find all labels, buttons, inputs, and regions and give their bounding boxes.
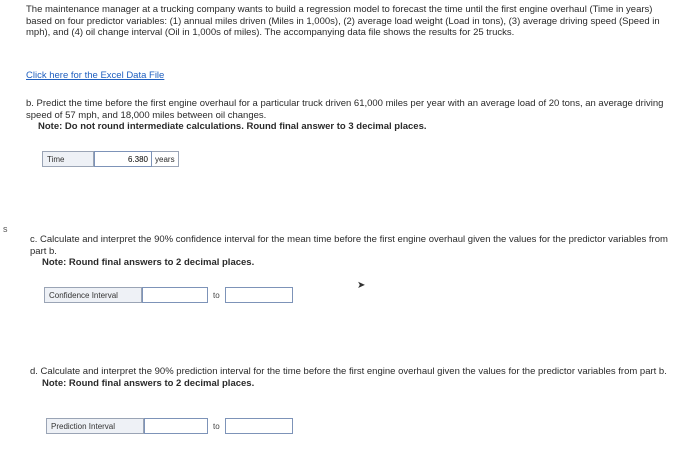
prediction-interval-label: Prediction Interval [46, 418, 144, 434]
time-input[interactable] [94, 151, 152, 167]
part-d-text: d. Calculate and interpret the 90% prediction interval for the time before the first engine overhaul given the values for the predictor variables from part b. [30, 366, 667, 377]
time-label: Time [42, 151, 94, 167]
time-unit: years [152, 151, 179, 167]
part-b-text: b. Predict the time before the first engine overhaul for a particular truck driven 61,000 miles per year with an average load of 20 tons, an average driving speed of 57 mph, and 18,000 miles between oil changes. [26, 98, 664, 121]
confidence-to-label: to [213, 290, 220, 300]
part-b-note: Note: Do not round intermediate calculations. Round final answer to 3 decimal places. [38, 121, 427, 132]
part-d-question [30, 366, 670, 389]
part-c-question [30, 234, 670, 269]
prediction-upper-input[interactable] [225, 418, 293, 434]
part-d-note: Note: Round final answers to 2 decimal places. [42, 377, 255, 389]
time-answer-row [42, 151, 179, 167]
excel-data-link[interactable]: Click here for the Excel Data File [26, 70, 165, 81]
part-b-question [26, 98, 676, 133]
prediction-lower-input[interactable] [144, 418, 208, 434]
confidence-lower-input[interactable] [142, 287, 208, 303]
confidence-interval-row [44, 287, 293, 303]
confidence-interval-label: Confidence Interval [44, 287, 142, 303]
part-c-text: c. Calculate and interpret the 90% confidence interval for the mean time before the first engine overhaul given the values for the predictor variables from part b. [30, 234, 668, 257]
part-c-note: Note: Round final answers to 2 decimal places. [42, 257, 255, 268]
prediction-interval-row [46, 418, 293, 434]
margin-mark: s [3, 224, 8, 234]
prediction-to-label: to [213, 421, 220, 431]
mouse-cursor-icon: ➤ [357, 280, 366, 291]
problem-intro: The maintenance manager at a trucking company wants to build a regression model to forecast the time until the first engine overhaul (Time in years) based on four predictor variables: (1) annual miles driven (Miles in 1,000s), (2) average load weight (Load in tons), (3) average driving speed (Speed in mph), and (4) oil change interval (Oil in 1,000s of miles). The accompanying data file shows the results for 25 trucks. [26, 4, 660, 38]
confidence-upper-input[interactable] [225, 287, 293, 303]
